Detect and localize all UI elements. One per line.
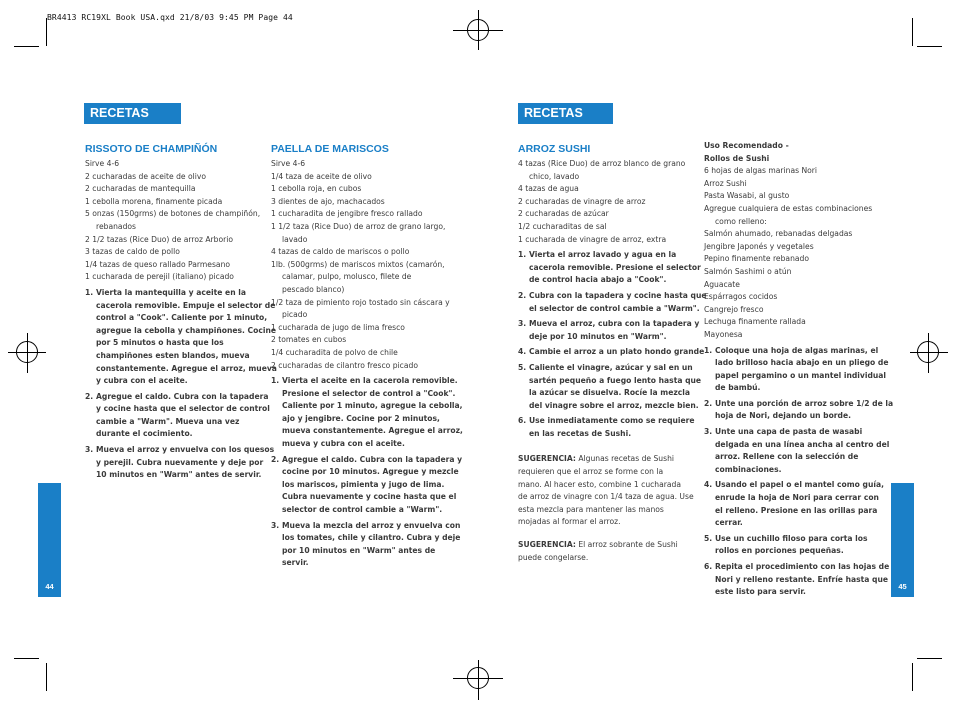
rollos-ingredients bbox=[704, 165, 879, 341]
suggestion-text: puede congelarse. bbox=[518, 552, 589, 562]
crop-mark bbox=[917, 46, 942, 47]
step-text bbox=[96, 444, 274, 482]
step-line: Vierta la mantequilla y aceite en la bbox=[96, 287, 246, 297]
step-line: Coloque una hoja de algas marinas, el bbox=[715, 345, 879, 355]
step-number: 2. bbox=[271, 454, 280, 464]
ingredient-line: Pepino finamente rebanado bbox=[704, 254, 810, 264]
step-line: control a "Cook". Caliente por 1 minuto, bbox=[96, 313, 268, 323]
step-line: enrude la hoja de Nori para cerrar con bbox=[715, 493, 879, 503]
ingredient-line: Agregue cualquiera de estas combinaciones bbox=[704, 203, 873, 213]
ingredient-line: 1 cebolla morena, finamente picada bbox=[85, 196, 223, 206]
step-line: Caliente por 1 minuto, agregue la cebolla, bbox=[282, 401, 463, 411]
file-slug: BR4413 RC19XL Book USA.qxd 21/8/03 9:45 PM Page 44 bbox=[47, 13, 293, 22]
suggestion-text: El arroz sobrante de Sushi bbox=[575, 540, 678, 550]
step-line: Mueva la mezcla del arroz y envuelva con bbox=[282, 520, 461, 530]
step-number: 6. bbox=[704, 562, 713, 571]
step-text bbox=[715, 398, 893, 423]
page-number: 45 bbox=[898, 582, 907, 591]
step-text bbox=[529, 290, 707, 315]
step-line: los tomates, chile y cilantro. Cubra y deje bbox=[282, 533, 461, 543]
step-line: Vierta el aceite en la cacerola removible. bbox=[282, 376, 458, 386]
ingredient-line: 2 cucharadas de azúcar bbox=[518, 209, 609, 219]
suggestion-label: SUGERENCIA: bbox=[518, 454, 576, 464]
ingredient-line: chico, lavado bbox=[529, 171, 580, 181]
step-line: constantemente. Agregue el arroz, mueva bbox=[96, 363, 277, 373]
rollos-heading bbox=[704, 140, 879, 165]
step-number: 1. bbox=[85, 287, 94, 297]
paella-title: PAELLA DE MARISCOS bbox=[271, 143, 389, 155]
step-number: 4. bbox=[704, 480, 713, 490]
crop-mark bbox=[912, 18, 913, 46]
ingredient-line: 2 tomates en cubos bbox=[271, 335, 347, 345]
step-text bbox=[529, 249, 701, 287]
step-line: Unte una porción de arroz sobre 1/2 de la bbox=[715, 398, 894, 408]
ingredient-line: 5 onzas (150grms) de botones de champiñón, bbox=[85, 209, 261, 219]
step-text bbox=[715, 426, 889, 476]
step-item bbox=[271, 454, 463, 517]
risotto-steps bbox=[85, 287, 277, 482]
page-number-tab-left bbox=[38, 483, 61, 597]
step-line: servir. bbox=[282, 558, 309, 568]
step-item bbox=[518, 318, 698, 343]
paella-steps bbox=[271, 375, 463, 570]
step-line: en las recetas de Sushi. bbox=[529, 428, 632, 438]
ingredient-line: 3 dientes de ajo, machacados bbox=[271, 196, 385, 206]
step-line: durante el cocimiento. bbox=[96, 429, 193, 439]
suggestion-note-2 bbox=[518, 539, 698, 564]
step-line: Use un cuchillo filoso para corta los bbox=[715, 533, 868, 543]
step-line: rollos en porciones pequeñas. bbox=[715, 546, 844, 556]
ingredient-line: rebanados bbox=[96, 221, 136, 231]
ingredient-line: 1/2 taza de pimiento rojo tostado sin cáscara y bbox=[271, 297, 450, 307]
step-number: 2. bbox=[704, 398, 713, 408]
ingredient-line: picado bbox=[282, 310, 308, 320]
step-line: Mueva el arroz y envuelva con los quesos bbox=[96, 445, 275, 455]
step-line: ajo y jengibre. Cocine por 2 minutos, bbox=[282, 413, 440, 423]
step-line: Cubra con la tapadera y cocine hasta que bbox=[529, 290, 707, 300]
step-item bbox=[704, 533, 879, 558]
step-line: arroz. Rellene con la selección de bbox=[715, 452, 859, 462]
step-number: 4. bbox=[518, 347, 527, 357]
ingredient-line: 4 tazas de agua bbox=[518, 184, 579, 194]
ingredient-line: 4 tazas de caldo de mariscos o pollo bbox=[271, 247, 410, 257]
step-line: Agregue el caldo. Cubra con la tapadera y bbox=[282, 454, 463, 464]
step-line: por 5 minutos o hasta que los bbox=[96, 338, 224, 348]
step-line: selector de control cambie a "Warm". bbox=[282, 505, 443, 515]
paella-ingredients bbox=[271, 158, 450, 372]
step-line: de control hacia abajo a "Cook". bbox=[529, 275, 667, 285]
step-line: mueva y cubra con el aceite. bbox=[282, 439, 405, 449]
ingredient-line: Sirve 4-6 bbox=[85, 159, 120, 168]
ingredient-line: pescado blanco) bbox=[282, 284, 345, 294]
step-line: Usando el papel o el mantel como guía, bbox=[715, 480, 884, 490]
sushi-steps bbox=[518, 249, 707, 440]
step-line: Mueva el arroz, cubra con la tapadera y bbox=[529, 319, 700, 329]
suggestion-text: requieren que el arroz se forme con la bbox=[518, 467, 664, 477]
step-line: agregue la cebolla y champiñones. Cocine bbox=[96, 325, 276, 335]
step-line: por 10 minutos en "Warm" antes de bbox=[282, 545, 436, 555]
suggestion-text: mano. Al hacer esto, combine 1 cucharada bbox=[518, 479, 682, 489]
step-item bbox=[85, 391, 270, 441]
ingredient-line: 1/2 cucharaditas de sal bbox=[518, 221, 607, 231]
ingredient-line: Salmón Sashimi o atún bbox=[704, 266, 792, 276]
sushi-column bbox=[518, 158, 707, 564]
step-text bbox=[96, 287, 277, 388]
step-line: de bambú. bbox=[715, 383, 761, 393]
crop-mark bbox=[14, 658, 39, 659]
step-line: Cambie el arroz a un plato hondo grande bbox=[529, 347, 705, 357]
step-item bbox=[518, 249, 701, 287]
ingredient-line: 1 cebolla roja, en cubos bbox=[271, 184, 362, 194]
rollos-steps bbox=[704, 345, 894, 599]
step-item bbox=[271, 520, 461, 570]
ingredient-line: Cangrejo fresco bbox=[704, 304, 764, 314]
left-section-header: RECETAS cont bbox=[84, 103, 181, 124]
step-text bbox=[715, 479, 884, 529]
suggestion-text: de arroz de vinagre con 1/4 taza de agua. Use bbox=[518, 492, 694, 502]
step-line: cacerola removible. Presione el selector bbox=[529, 262, 701, 272]
step-item bbox=[518, 415, 698, 440]
step-line: Use inmediatamente como se requiere bbox=[529, 416, 695, 426]
ingredient-line: Arroz Sushi bbox=[704, 178, 747, 188]
ingredient-line: Espárragos cocidos bbox=[704, 292, 778, 302]
step-item bbox=[85, 444, 275, 482]
step-text bbox=[282, 454, 462, 517]
crop-mark bbox=[912, 663, 913, 691]
ingredient-line: Salmón ahumado, rebanadas delgadas bbox=[704, 229, 853, 239]
step-line: cocine por 10 minutos. Agregue y mezcle bbox=[282, 467, 459, 477]
ingredient-line: 2 cucharadas de vinagre de arroz bbox=[518, 196, 646, 206]
step-line: cambie a "Warm". Mueva una vez bbox=[96, 416, 240, 426]
step-line: Repita el procedimiento con las hojas de bbox=[715, 562, 890, 571]
ingredient-line: 1/4 tazas de queso rallado Parmesano bbox=[85, 259, 231, 269]
step-text bbox=[282, 520, 460, 570]
step-line: este listo para servir. bbox=[715, 587, 806, 597]
step-line: y cubra con el aceite. bbox=[96, 376, 188, 386]
step-line: sartén pequeño a fuego lento hasta que bbox=[529, 375, 702, 385]
step-item bbox=[518, 362, 702, 412]
step-line: cerrar. bbox=[715, 518, 743, 528]
risotto-column bbox=[85, 158, 277, 485]
step-number: 3. bbox=[271, 520, 280, 530]
step-line: Nori y relleno restante. Enfríe hasta que bbox=[715, 574, 889, 584]
step-number: 1. bbox=[704, 345, 713, 355]
ingredient-line: 1lb. (500grms) de mariscos mixtos (camarón, bbox=[271, 259, 445, 269]
step-line: lado brilloso hacia abajo en un pliego de bbox=[715, 358, 889, 368]
risotto-ingredients bbox=[85, 158, 263, 284]
ingredient-line: 2 1/2 tazas (Rice Duo) de arroz Arborio bbox=[85, 234, 234, 244]
step-text bbox=[96, 391, 270, 441]
ingredient-line: Pasta Wasabi, al gusto bbox=[704, 191, 790, 201]
ingredient-line: 4 tazas (Rice Duo) de arroz blanco de grano bbox=[518, 159, 686, 168]
step-text bbox=[715, 533, 868, 558]
step-number: 2. bbox=[518, 290, 527, 300]
step-line: deje por 10 minutos en "Warm". bbox=[529, 331, 667, 341]
ingredient-line: Mayonesa bbox=[704, 329, 743, 339]
ingredient-line: 1 cucharada de perejil (italiano) picado bbox=[85, 272, 234, 282]
ingredient-line: 1 cucharada de jugo de lima fresco bbox=[271, 322, 405, 332]
step-item bbox=[704, 398, 894, 423]
step-text bbox=[282, 375, 463, 451]
ingredient-line: 2 cucharadas de mantequilla bbox=[85, 184, 196, 194]
step-item bbox=[518, 346, 705, 359]
ingredient-line: 3 tazas de caldo de pollo bbox=[85, 247, 180, 257]
crop-mark bbox=[917, 658, 942, 659]
ingredient-line: 1/4 cucharadita de polvo de chile bbox=[271, 347, 398, 357]
step-item bbox=[704, 426, 890, 476]
rollos-heading-line: Uso Recomendado - bbox=[704, 141, 789, 150]
risotto-title: RISSOTO DE CHAMPIÑÓN bbox=[85, 143, 218, 155]
step-line: y perejil. Cubra nuevamente y deje por bbox=[96, 457, 264, 467]
step-number: 1. bbox=[271, 376, 280, 386]
sushi-ingredients bbox=[518, 158, 698, 246]
step-item bbox=[704, 479, 884, 529]
step-number: 5. bbox=[704, 533, 713, 543]
step-line: Caliente el vinagre, azúcar y sal en un bbox=[529, 362, 693, 372]
step-item bbox=[271, 375, 463, 451]
step-line: el selector de control cambie a "Warm". bbox=[529, 303, 700, 313]
step-text bbox=[529, 415, 695, 440]
suggestion-label: SUGERENCIA: bbox=[518, 540, 576, 550]
step-line: del vinagre sobre el arroz, mezcle bien. bbox=[529, 400, 699, 410]
step-line: la azúcar se disuelva. Rocíe la mezcla bbox=[529, 388, 691, 398]
ingredient-line: 1 cucharada de vinagre de arroz, extra bbox=[518, 234, 667, 244]
step-line: el relleno. Presione en las orillas para bbox=[715, 505, 878, 515]
step-number: 2. bbox=[85, 391, 94, 401]
step-item bbox=[704, 345, 889, 395]
step-line: combinaciones. bbox=[715, 464, 782, 474]
step-line: delgada en una línea ancha al centro del bbox=[715, 439, 890, 449]
ingredient-line: 6 hojas de algas marinas Nori bbox=[704, 166, 818, 176]
sushi-title: ARROZ SUSHI bbox=[518, 143, 591, 155]
ingredient-line: como relleno: bbox=[715, 216, 767, 226]
step-text bbox=[715, 561, 889, 599]
crop-mark bbox=[46, 18, 47, 46]
step-line: 10 minutos en "Warm" antes de servir. bbox=[96, 470, 262, 480]
step-text bbox=[529, 362, 701, 412]
ingredient-line: 2 cucharadas de aceite de olivo bbox=[85, 171, 206, 181]
step-number: 6. bbox=[518, 416, 527, 426]
step-text bbox=[529, 318, 699, 343]
rollos-heading-line: Rollos de Sushi bbox=[704, 153, 770, 163]
step-text bbox=[529, 346, 704, 359]
suggestion-note-1 bbox=[518, 453, 698, 529]
step-line: champiñones esten blandos, mueva bbox=[96, 350, 250, 360]
step-item bbox=[518, 290, 707, 315]
ingredient-line: 2 cucharadas de cilantro fresco picado bbox=[271, 360, 418, 370]
step-line: Presione el selector de control a "Cook". bbox=[282, 388, 456, 398]
ingredient-line: lavado bbox=[282, 234, 308, 244]
suggestion-text: Algunas recetas de Sushi bbox=[575, 454, 674, 464]
crop-mark bbox=[46, 663, 47, 691]
page-number-tab-right bbox=[891, 483, 914, 597]
step-item bbox=[704, 561, 890, 599]
ingredient-line: Jengibre Japonés y vegetales bbox=[704, 241, 814, 251]
step-number: 5. bbox=[518, 362, 527, 372]
step-line: los mariscos, pimienta y jugo de lima. bbox=[282, 479, 445, 489]
step-line: y cocine hasta que el selector de control bbox=[96, 404, 270, 414]
step-line: papel pergamino o un mantel individual bbox=[715, 370, 887, 380]
crop-mark bbox=[14, 46, 39, 47]
ingredient-line: 1 1/2 taza (Rice Duo) de arroz de grano largo, bbox=[271, 221, 446, 231]
step-line: Vierta el arroz lavado y agua en la bbox=[529, 250, 677, 260]
ingredient-line: 1 cucharadita de jengibre fresco rallado bbox=[271, 209, 423, 219]
ingredient-line: calamar, pulpo, molusco, filete de bbox=[282, 272, 412, 282]
step-line: Cubra nuevamente y cocine hasta que el bbox=[282, 492, 457, 502]
ingredient-line: 1/4 taza de aceite de olivo bbox=[271, 171, 372, 181]
page-number: 44 bbox=[45, 582, 54, 591]
step-number: 1. bbox=[518, 250, 527, 260]
step-number: 3. bbox=[518, 319, 527, 329]
ingredient-line: Sirve 4-6 bbox=[271, 159, 306, 168]
ingredient-line: Aguacate bbox=[704, 279, 740, 289]
step-line: Unte una capa de pasta de wasabi bbox=[715, 427, 863, 437]
step-line: mueva constantemente. Agregue el arroz, bbox=[282, 426, 463, 436]
step-text bbox=[715, 345, 889, 395]
suggestion-text: mojadas al formar el arroz. bbox=[518, 517, 621, 527]
step-line: Agregue el caldo. Cubra con la tapadera bbox=[96, 391, 269, 401]
step-number: 3. bbox=[85, 445, 94, 455]
suggestion-text: esta mezcla para mantener las manos bbox=[518, 504, 664, 514]
right-section-header: RECETAS cont bbox=[518, 103, 613, 124]
step-line: cacerola removible. Empuje el selector de bbox=[96, 300, 276, 310]
step-item bbox=[85, 287, 277, 388]
rollos-column bbox=[704, 140, 894, 602]
step-line: hoja de Nori, dejando un borde. bbox=[715, 411, 852, 421]
ingredient-line: Lechuga finamente rallada bbox=[704, 317, 806, 327]
step-number: 3. bbox=[704, 427, 713, 437]
paella-column bbox=[271, 158, 463, 573]
